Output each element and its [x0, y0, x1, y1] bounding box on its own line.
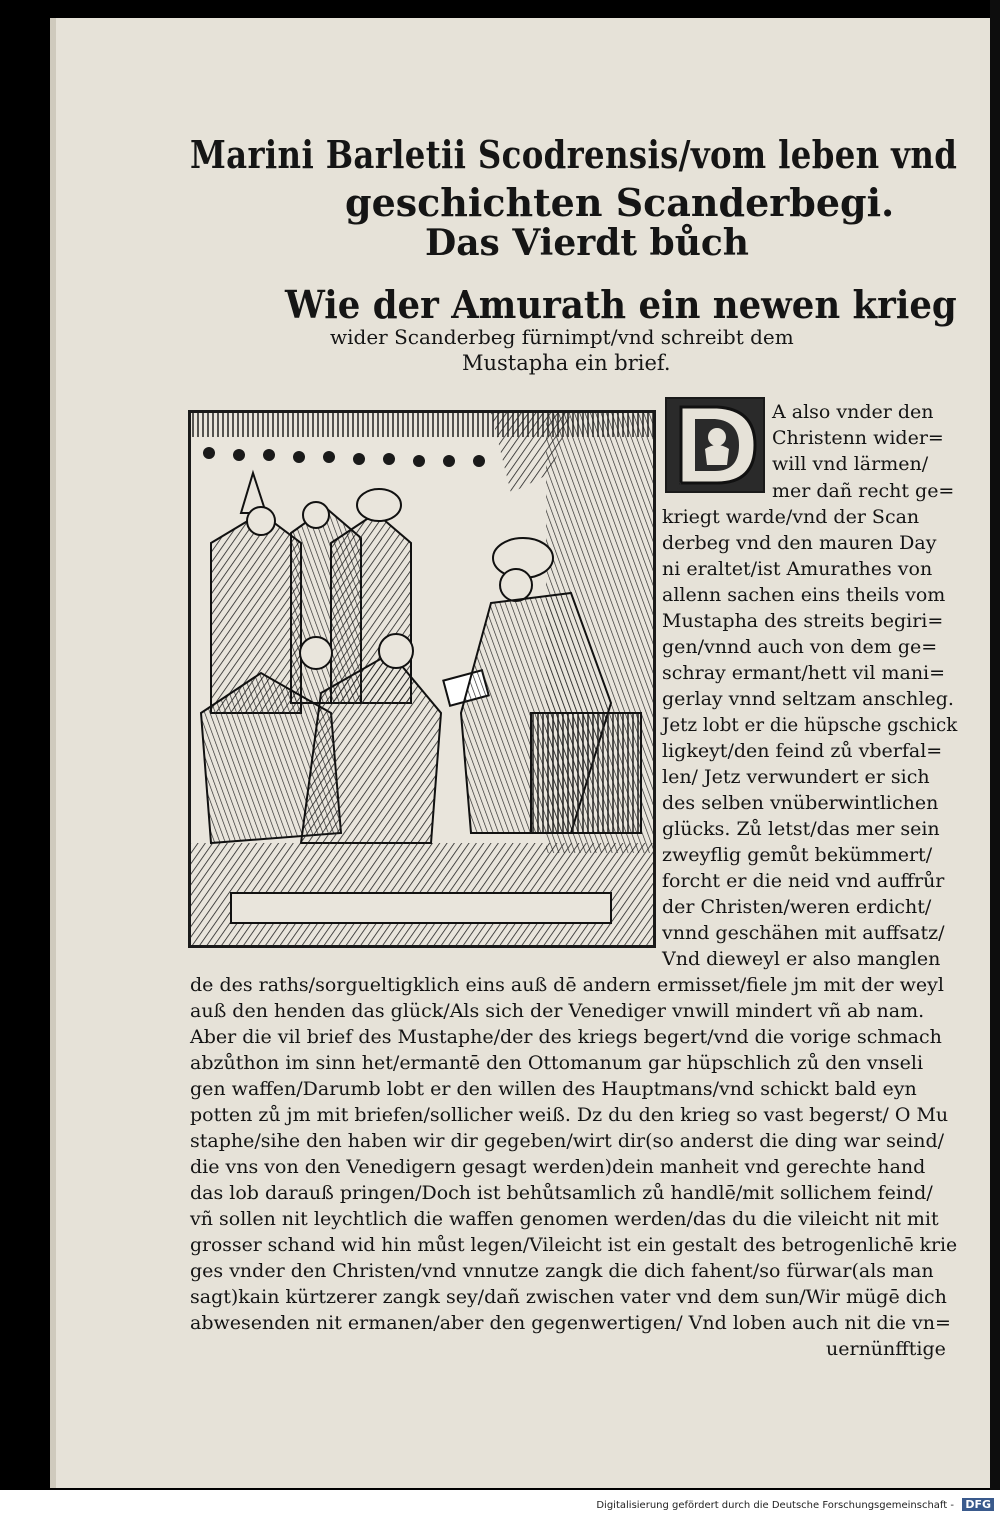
title-line-3: Das Vierdt bůch: [425, 222, 749, 264]
text-line: ligkeyt/den feind zů vberfal=: [662, 740, 943, 762]
text-line: sagt)kain kürtzerer zangk sey/dañ zwischen vater vnd dem sun/Wir mügē dich: [190, 1286, 947, 1308]
text-line: das lob darauß pringen/Doch ist behůtsamlich zů handlē/mit sollichem feind/: [190, 1182, 933, 1204]
text-line: staphe/sihe den haben wir dir gegeben/wirt dir(so anderst die ding war seind/: [190, 1130, 945, 1152]
text-line: glücks. Zů letst/das mer sein: [662, 818, 940, 840]
text-line: gerlay vnnd seltzam anschleg.: [662, 688, 954, 710]
text-line: mer dañ recht ge=: [772, 480, 955, 502]
catchword: uernünfftige: [826, 1338, 946, 1360]
woodcut-illustration: [188, 410, 656, 948]
text-line: Vnd dieweyl er also manglen: [662, 948, 941, 970]
heading-line-2: wider Scanderbeg fürnimpt/vnd schreibt dem: [330, 325, 794, 349]
dfg-logo: DFG: [962, 1498, 994, 1511]
text-line: potten zů jm mit briefen/sollicher weiß. Dz du den krieg so vast begerst/ O Mu: [190, 1104, 949, 1126]
text-line: Christenn wider=: [772, 427, 944, 449]
text-line: zweyflig gemůt bekümmert/: [662, 844, 933, 866]
funding-notice: Digitalisierung gefördert durch die Deutsche Forschungsgemeinschaft -: [596, 1500, 954, 1511]
text-line: der Christen/weren erdicht/: [662, 896, 932, 918]
text-line: will vnd lärmen/: [772, 453, 929, 475]
text-line: len/ Jetz verwundert er sich: [662, 766, 930, 788]
text-line: de des raths/sorgueltigklich eins auß dē andern ermisset/fiele jm mit der weyl: [190, 974, 944, 996]
text-line: schray ermant/hett vil mani=: [662, 662, 946, 684]
title-line-1: Marini Barletii Scodrensis/vom leben vnd: [190, 132, 958, 177]
text-line: vñ sollen nit leychtlich die waffen genomen werden/das du die vileicht nit mit: [190, 1208, 939, 1230]
text-line: vnnd geschähen mit auffsatz/: [662, 922, 945, 944]
page-edge: [50, 18, 56, 1488]
text-line: ni eraltet/ist Amurathes von: [662, 558, 933, 580]
text-line: forcht er die neid vnd auffrůr: [662, 870, 945, 892]
text-line: gen/vnnd auch von dem ge=: [662, 636, 938, 658]
text-line: derbeg vnd den mauren Day: [662, 532, 937, 554]
scan-border: [990, 0, 1000, 1490]
text-line: die vns von den Venedigern gesagt werden)dein manheit vnd gerechte hand: [190, 1156, 926, 1178]
heading-line-1: Wie der Amurath ein newen krieg: [285, 282, 957, 327]
text-line: abwesenden nit ermanen/aber den gegenwertigen/ Vnd loben auch nit die vn=: [190, 1312, 951, 1334]
text-line: abzůthon im sinn het/ermantē den Ottomanum gar hüpschlich zů den vnseli: [190, 1052, 924, 1074]
text-line: auß den henden das glück/Als sich der Venediger vnwill mindert vñ ab nam.: [190, 1000, 925, 1022]
initial-letter: D: [674, 481, 683, 491]
text-line: Jetz lobt er die hüpsche gschick: [662, 714, 958, 736]
title-line-2: geschichten Scanderbegi.: [345, 180, 895, 225]
text-line: des selben vnüberwintlichen: [662, 792, 939, 814]
text-line: grosser schand wid hin můst legen/Vileicht ist ein gestalt des betrogenlichē krie: [190, 1234, 958, 1256]
text-line: A also vnder den: [772, 401, 934, 423]
text-line: allenn sachen eins theils vom: [662, 584, 946, 606]
text-line: gen waffen/Darumb lobt er den willen des Hauptmans/vnd schickt bald eyn: [190, 1078, 917, 1100]
heading-line-3: Mustapha ein brief.: [462, 351, 671, 375]
text-line: kriegt warde/vnd der Scan: [662, 506, 920, 528]
text-line: Mustapha des streits begiri=: [662, 610, 944, 632]
decorated-initial: [665, 397, 765, 493]
text-line: Aber die vil brief des Mustaphe/der des kriegs begert/vnd die vorige schmach: [190, 1026, 942, 1048]
footer-bar: [0, 1490, 1000, 1521]
text-line: ges vnder den Christen/vnd vnnutze zangk die dich fahent/so fürwar(als man: [190, 1260, 934, 1282]
